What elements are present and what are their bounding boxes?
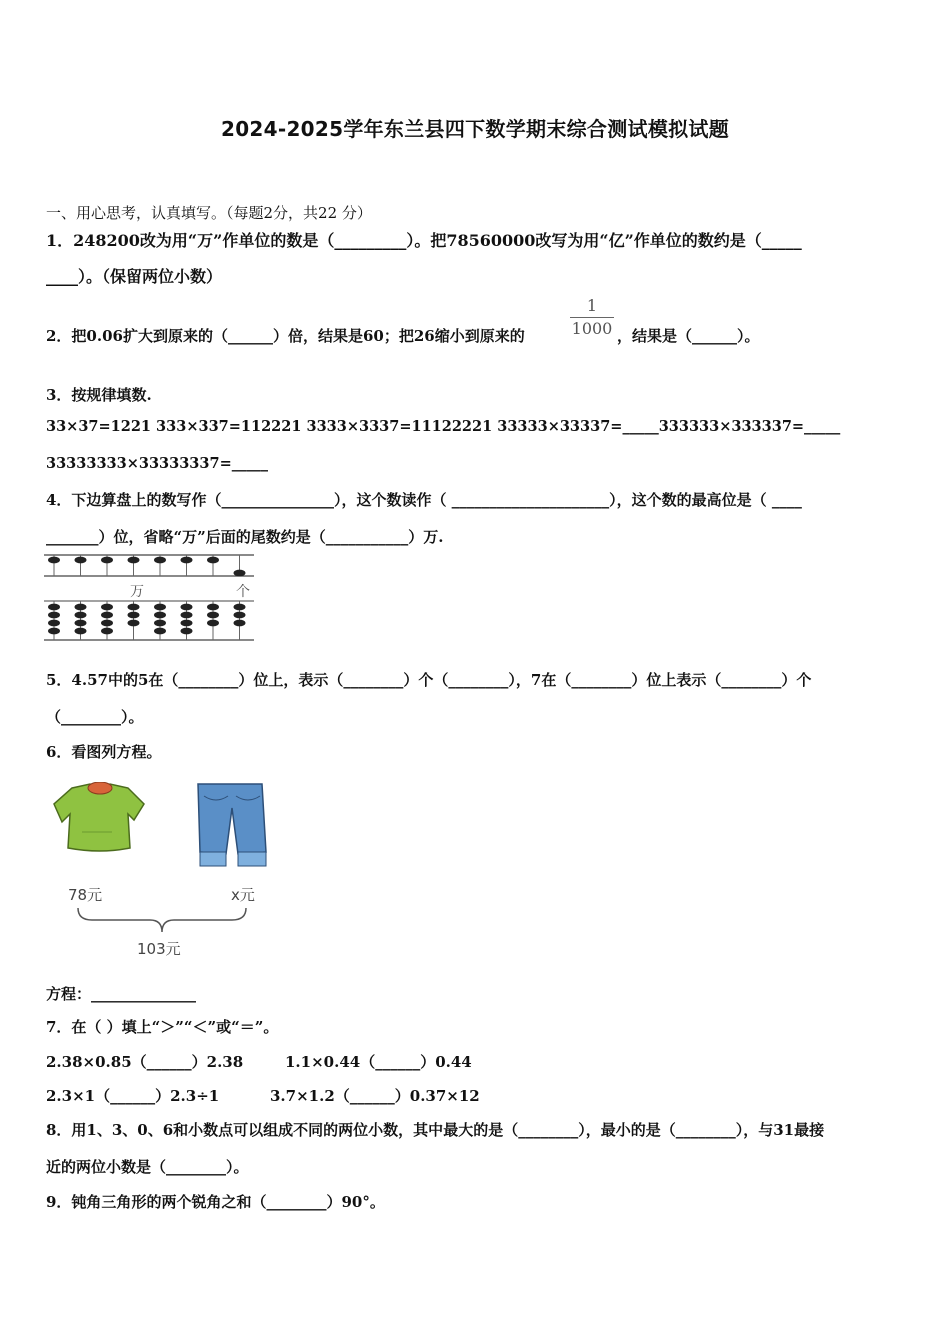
question-3-line-1: 33×37=1221 333×337=112221 3333×3337=11122221 33333×33337=_____333333×333337=_____ — [46, 418, 841, 435]
shirt-picture — [52, 782, 148, 852]
abacus-lower-bead — [154, 612, 166, 619]
fraction-numerator: 1 — [586, 296, 598, 315]
abacus-lower-bead — [181, 604, 193, 611]
question-8-line-2: 近的两位小数是（________）。 — [46, 1158, 249, 1176]
fraction-denominator: 1000 — [571, 319, 613, 338]
pants-picture — [194, 782, 270, 870]
question-7-item-1: 2.38×0.85（______）2.38 — [46, 1053, 244, 1071]
abacus-upper-bead — [48, 557, 60, 564]
question-8-line-1: 8．用1、3、0、6和小数点可以组成不同的两位小数，其中最大的是（________），最小的是（________），与31最接 — [46, 1121, 825, 1139]
abacus-upper-bead — [101, 557, 113, 564]
abacus-upper-bead — [207, 557, 219, 564]
abacus-lower-bead — [154, 628, 166, 635]
abacus-lower-bead — [128, 620, 140, 627]
abacus-lower-bead — [101, 612, 113, 619]
abacus-upper-bead — [154, 557, 166, 564]
abacus-lower-bead — [181, 612, 193, 619]
abacus-lower-bead — [207, 604, 219, 611]
abacus-lower-bead — [48, 612, 60, 619]
abacus-lower-bead — [75, 604, 87, 611]
question-3-title: 3．按规律填数. — [46, 386, 152, 404]
abacus-upper-bead — [75, 557, 87, 564]
abacus-lower-bead — [234, 620, 246, 627]
abacus-lower-bead — [154, 604, 166, 611]
page-title: 2024-2025学年东兰县四下数学期末综合测试模拟试题 — [220, 117, 730, 141]
abacus-lower-bead — [101, 620, 113, 627]
abacus-lower-bead — [234, 612, 246, 619]
question-4-line-2: _______）位，省略“万”后面的尾数约是（___________）万. — [46, 528, 444, 546]
section-heading: 一、用心思考，认真填写。（每题2分，共22 分） — [46, 204, 372, 222]
question-2-text: 2．把0.06扩大到原来的（______）倍，结果是60；把26缩小到原来的 — [46, 327, 525, 345]
abacus-upper-bead — [234, 570, 246, 577]
total-brace — [76, 906, 248, 936]
abacus-lower-bead — [75, 620, 87, 627]
question-5-line-2: （________）。 — [46, 708, 144, 726]
fraction-bar — [570, 317, 614, 318]
total-price: 103元 — [137, 940, 181, 958]
question-2-text-after: ，结果是（______）。 — [617, 327, 760, 345]
abacus-lower-bead — [75, 628, 87, 635]
abacus-lower-bead — [234, 604, 246, 611]
question-1-line-1: 1．248200改为用“万”作单位的数是（_________）。把78560000改写为用“亿”作单位的数约是（_____ — [46, 231, 802, 250]
abacus-label-wan: 万 — [130, 584, 144, 600]
abacus-lower-bead — [181, 620, 193, 627]
question-7-item-2: 1.1×0.44（______）0.44 — [285, 1053, 472, 1071]
abacus-lower-bead — [101, 604, 113, 611]
question-1-line-2: ____）。（保留两位小数） — [46, 267, 223, 286]
abacus-label-ge: 个 — [236, 584, 250, 600]
abacus-lower-bead — [48, 628, 60, 635]
question-3-line-2: 33333333×33333337=_____ — [46, 455, 268, 472]
abacus-lower-bead — [128, 604, 140, 611]
question-7-item-3: 2.3×1（______）2.3÷1 — [46, 1087, 220, 1105]
question-5-line-1: 5．4.57中的5在（________）位上，表示（________）个（________），7在（________）位上表示（________）个 — [46, 671, 812, 689]
abacus-upper-bead — [128, 557, 140, 564]
abacus-lower-bead — [48, 620, 60, 627]
question-9: 9．钝角三角形的两个锐角之和（________）90°。 — [46, 1193, 385, 1211]
abacus-upper-bead — [181, 557, 193, 564]
abacus-lower-bead — [154, 620, 166, 627]
question-7-title: 7．在（ ）填上“＞”“＜”或“＝”。 — [46, 1018, 279, 1036]
question-7-item-4: 3.7×1.2（______）0.37×12 — [270, 1087, 480, 1105]
shirt-price: 78元 — [68, 886, 103, 904]
abacus-lower-bead — [48, 604, 60, 611]
abacus-lower-bead — [181, 628, 193, 635]
abacus-lower-bead — [101, 628, 113, 635]
question-6-title: 6．看图列方程。 — [46, 743, 162, 761]
abacus-lower-bead — [207, 612, 219, 619]
abacus-lower-bead — [128, 612, 140, 619]
abacus-lower-bead — [75, 612, 87, 619]
fraction-one-thousandth — [570, 296, 614, 339]
abacus-figure — [44, 552, 256, 644]
question-4-line-1: 4．下边算盘上的数写作（_______________），这个数读作（ _____________________），这个数的最高位是（ ____ — [46, 491, 802, 509]
pants-price: x元 — [231, 886, 255, 904]
equation-line: 方程：______________ — [46, 985, 197, 1003]
abacus-lower-bead — [207, 620, 219, 627]
